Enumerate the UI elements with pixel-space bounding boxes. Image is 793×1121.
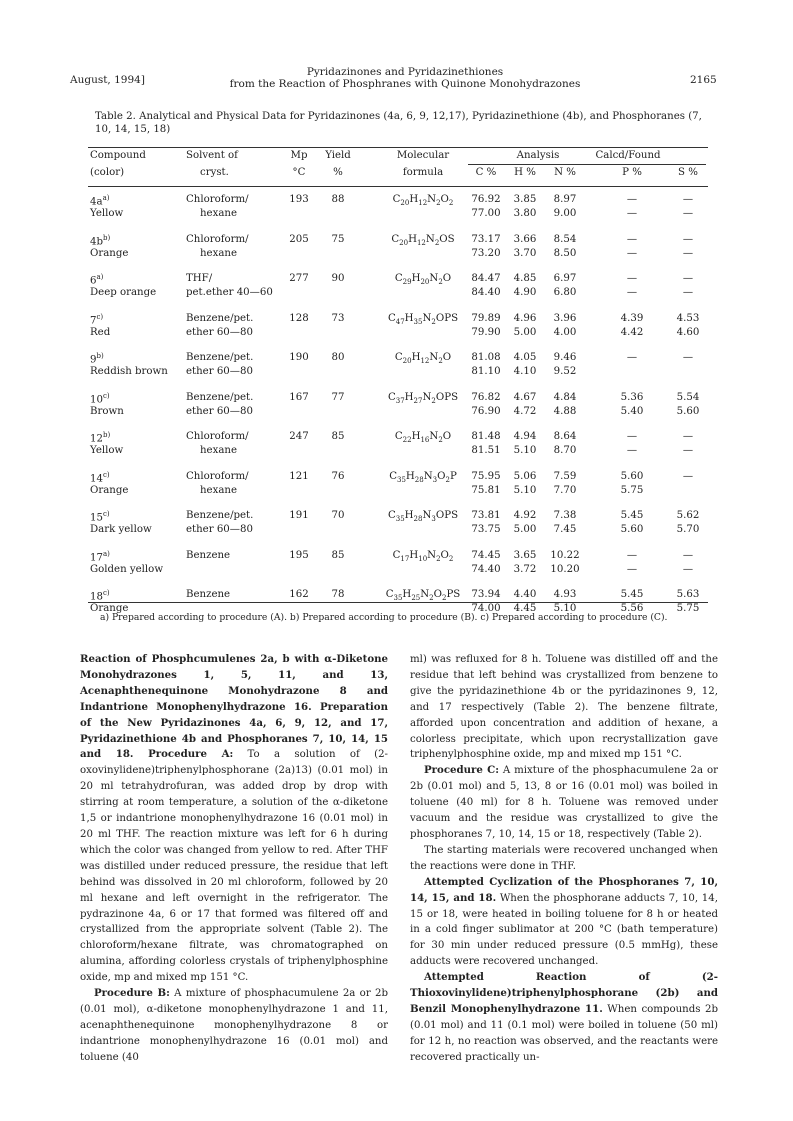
cell-solvent-line-2: ether 60—80 (186, 405, 253, 417)
col-header-c: C % (475, 167, 497, 178)
cell-c-calcd: 76.82 (471, 391, 501, 403)
cell-mp: 190 (289, 352, 309, 363)
table-top-rule (88, 147, 708, 148)
footnote-marker: a) (96, 273, 104, 281)
cell-n-calcd: 3.96 (553, 312, 577, 324)
col-header-color: (color) (90, 167, 125, 178)
cell-solvent: Benzene (186, 589, 231, 600)
molecular-formula: $C_{20}H_{12}N_2OS$ (391, 233, 455, 247)
col-header-formula: Molecular (396, 150, 450, 161)
cell-h-found: 4.90 (513, 287, 537, 298)
cell-c-found: 84.40 (471, 287, 501, 298)
cell-yield: 85 (331, 431, 345, 442)
cell-c-found: 73.20 (471, 247, 501, 259)
cell-s-found: 5.75 (676, 603, 700, 614)
molecular-formula: $C_{35}H_{25}N_2O_2PS$ (385, 589, 461, 603)
cell-solvent: Benzene/pet. (186, 510, 254, 521)
cell-formula (363, 273, 483, 286)
compound-number: 15 (90, 512, 103, 524)
cell-compound (90, 234, 110, 247)
cell-c-calcd: 84.47 (471, 273, 501, 284)
cell-n-found: 8.70 (553, 445, 577, 456)
cell-n-calcd: 7.38 (553, 510, 577, 521)
cell-solvent-line-2: ether 60—80 (186, 524, 253, 535)
cell-h-found: 5.00 (513, 326, 537, 338)
cell-n-calcd: 8.64 (553, 431, 577, 442)
cell-compound (90, 510, 110, 523)
cell-n-calcd: 7.59 (553, 470, 577, 482)
paragraph-thf-note: The starting materials were recovered unchanged when the reactions were done in THF. (410, 844, 718, 872)
cell-s-found: — (682, 445, 694, 456)
paragraph-procedure-b (80, 986, 388, 1066)
cell-mp: 193 (289, 194, 309, 205)
cell-p-calcd: 5.36 (620, 391, 644, 403)
cell-p-found: 5.75 (620, 484, 644, 496)
table-row (88, 431, 708, 459)
cell-n-found: 7.45 (553, 524, 577, 535)
molecular-formula: $C_{29}H_{20}N_2O$ (394, 273, 452, 287)
cell-p-calcd: 5.60 (620, 470, 644, 482)
paragraph-text: A mixture of the phosphacumulene 2a or 2b (0.01 mol) and 5, 13, 8 or 16 (0.01 mol) was boiled in toluene (40 ml) for 8 h. Toluene was removed under vacuum and the residue was crystallized to give the phosphoranes 7, 10, 14, 15 or 18, respectively (Table 2). (410, 765, 718, 840)
section-heading: Attempted Reaction of (2-Thioxovinylidene)triphenylphosphorane (2b) and Benzil Monophenylhydrazone 11. (410, 971, 718, 1015)
molecular-formula: $C_{47}H_{35}N_2OPS$ (387, 312, 459, 326)
footnote-marker: c) (102, 510, 110, 518)
paragraph-text: To a solution of (2-oxovinylidene)triphenylphosphorane (2a)13) (0.01 mol) in 20 ml tetrahydrofuran, was added drop by drop with stirring at room temperature, a solution of the α-diketone 1,5 or indantrione monophenylhydrazone 16 (0.01 mol) in 20 ml THF. The reaction mixture was left for 6 h during which the color was changed from yellow to red. After THF was distilled under reduced pressure, the residue that left behind was dissolved in 20 ml chloroform, followed by 20 ml hexane and left overnight in the refrigerator. The pydrazinone 4a, 6 or 17 that formed was filtered off and crystallized from the appropriate solvent (Table 2). The chloroform/hexane filtrate, was chromatographed on alumina, affording colorless crystals of triphenylphosphine oxide, mp and mixed mp 151 °C. (80, 749, 389, 984)
cell-mp: 247 (289, 431, 309, 442)
cell-color: Yellow (90, 445, 124, 456)
cell-h-calcd: 4.85 (513, 273, 537, 284)
cell-c-calcd: 73.81 (471, 510, 501, 521)
paragraph-continued: ml) was refluxed for 8 h. Toluene was distilled off and the residue that left behind was crystallized from benzene to give the pyridazinethione 4b or the pyridazinones 9, 12, and 17 respectively (Table 2). The benzene filtrate, afforded upon concentration and addition of hexane, a colorless precipitate, which upon recrystallization gave triphenylphosphine oxide, mp and mixed mp 151 °C. (410, 654, 718, 761)
col-header-yield: Yield (325, 150, 351, 161)
cell-formula (363, 234, 483, 247)
cell-h-found: 5.10 (513, 484, 537, 496)
cell-p-calcd: — (626, 194, 638, 205)
col-header-analysis: Analysis (516, 150, 560, 161)
compound-number: 6 (90, 275, 97, 287)
cell-yield: 76 (331, 470, 345, 482)
footnote-marker: b) (102, 431, 111, 439)
cell-color: Orange (90, 247, 129, 259)
cell-n-found: 6.80 (553, 287, 577, 298)
cell-p-found: — (626, 208, 638, 219)
cell-n-found: 7.70 (553, 484, 577, 496)
cell-p-calcd: — (626, 431, 638, 442)
molecular-formula: $C_{35}H_{28}N_3OPS$ (387, 510, 459, 524)
cell-yield: 85 (331, 549, 345, 561)
cell-solvent: Benzene/pet. (186, 312, 254, 324)
cell-p-calcd: — (626, 233, 638, 245)
cell-formula (363, 194, 483, 207)
cell-formula (363, 471, 483, 484)
cell-c-calcd: 73.94 (471, 589, 501, 600)
cell-mp: 277 (289, 273, 309, 284)
cell-compound (90, 313, 103, 326)
paragraph-procedure-a (80, 652, 388, 986)
cell-s-calcd: — (682, 273, 694, 284)
text-column-left (80, 652, 388, 1066)
molecular-formula: $C_{35}H_{28}N_3O_2P$ (389, 470, 457, 484)
footnote-marker: c) (102, 470, 110, 479)
cell-s-found: 5.60 (676, 405, 700, 417)
cell-s-calcd: — (682, 549, 694, 561)
col-header-p: P % (622, 167, 642, 178)
cell-solvent: THF/ (186, 273, 213, 284)
table-row (88, 273, 708, 301)
footnote-marker: b) (103, 233, 111, 242)
cell-mp: 167 (289, 391, 309, 403)
cell-solvent-line-2: pet.ether 40—60 (186, 287, 273, 298)
cell-h-calcd: 3.65 (513, 549, 537, 561)
col-header-calcd-found: Calcd/Found (595, 150, 661, 161)
cell-yield: 88 (331, 194, 345, 205)
cell-p-calcd: — (626, 273, 638, 284)
paragraph-text: When compounds 2b (0.01 mol) and 11 (0.1 mol) were boiled in toluene (50 ml) for 12 h, no reaction was observed, and the reactants were recovered practically un- (410, 1003, 718, 1063)
cell-p-found: — (626, 287, 638, 298)
cell-color: Orange (90, 603, 129, 614)
cell-solvent: Chloroform/ (186, 194, 249, 205)
page-number: 2165 (690, 74, 717, 86)
col-header-compound: Compound (90, 150, 146, 161)
cell-color: Brown (90, 405, 124, 417)
table-header-rule (88, 186, 708, 187)
cell-mp: 128 (289, 312, 309, 324)
col-header-formula-sub: formula (402, 167, 444, 178)
procedure-heading: Procedure C: (424, 764, 499, 777)
cell-solvent: Benzene/pet. (186, 352, 254, 363)
cell-s-found: — (682, 563, 694, 575)
cell-s-calcd: 5.54 (676, 391, 700, 403)
text-column-right (410, 652, 718, 1066)
cell-solvent: Chloroform/ (186, 233, 249, 245)
cell-solvent-line-2: hexane (200, 484, 237, 496)
col-header-solvent: Solvent of (186, 150, 238, 161)
cell-yield: 90 (331, 273, 345, 284)
cell-n-calcd: 9.46 (553, 352, 577, 363)
cell-c-found: 73.75 (471, 524, 501, 535)
cell-c-calcd: 76.92 (471, 194, 501, 205)
cell-compound (90, 352, 104, 365)
compound-number: 7 (90, 314, 97, 326)
cell-color: Golden yellow (90, 563, 164, 575)
table-row (88, 194, 708, 222)
cell-s-found: — (682, 247, 694, 259)
section-heading: Attempted Cyclization of the Phosphoranes 7, 10, 14, 15, and 18. (410, 875, 718, 904)
molecular-formula: $C_{17}H_{10}N_2O_2$ (392, 549, 454, 563)
cell-h-calcd: 4.05 (513, 352, 537, 363)
cell-s-found: 5.70 (676, 524, 700, 535)
cell-h-found: 3.72 (513, 563, 537, 575)
cell-compound (90, 471, 110, 484)
cell-h-found: 5.00 (513, 524, 537, 535)
cell-compound (90, 273, 103, 286)
cell-c-found: 79.90 (471, 326, 501, 338)
analysis-spanner-rule (468, 164, 706, 165)
cell-s-calcd: 5.63 (676, 589, 700, 600)
cell-yield: 75 (331, 233, 345, 245)
cell-h-calcd: 4.96 (513, 312, 537, 324)
col-header-n: N % (554, 167, 576, 178)
cell-formula (363, 510, 483, 523)
cell-compound (90, 550, 110, 563)
cell-n-calcd: 6.97 (553, 273, 577, 284)
running-title-line-2: from the Reaction of Phosphranes with Quinone Monohydrazones (229, 78, 581, 90)
table-row (88, 234, 708, 262)
cell-solvent: Chloroform/ (186, 431, 249, 442)
cell-c-calcd: 75.95 (471, 470, 501, 482)
table-row (88, 510, 708, 538)
cell-c-calcd: 81.08 (471, 352, 501, 363)
cell-yield: 77 (331, 391, 345, 403)
cell-c-found: 74.00 (471, 603, 501, 614)
cell-n-calcd: 4.84 (553, 391, 577, 403)
footnote-marker: b) (96, 352, 104, 360)
table-row (88, 550, 708, 578)
cell-n-found: 8.50 (553, 247, 577, 259)
compound-number: 4b (90, 235, 104, 247)
cell-c-found: 81.51 (471, 445, 501, 456)
cell-yield: 70 (331, 510, 345, 521)
cell-c-calcd: 79.89 (471, 312, 501, 324)
cell-n-found: 4.00 (553, 326, 577, 338)
cell-h-calcd: 4.40 (513, 589, 537, 600)
cell-c-found: 75.81 (471, 484, 501, 496)
col-header-h: H % (514, 167, 536, 178)
cell-p-calcd: 5.45 (620, 510, 644, 521)
cell-h-calcd: 3.66 (513, 233, 537, 245)
cell-n-calcd: 8.97 (553, 194, 577, 205)
cell-c-calcd: 73.17 (471, 233, 501, 245)
col-header-s: S % (678, 167, 698, 178)
molecular-formula: $C_{20}H_{12}N_2O_2$ (392, 194, 454, 208)
cell-s-calcd: — (682, 233, 694, 245)
cell-mp: 205 (289, 233, 309, 245)
cell-n-found: 10.20 (550, 563, 580, 575)
cell-mp: 162 (289, 589, 309, 600)
cell-p-calcd: — (626, 549, 638, 561)
cell-solvent-line-2: ether 60—80 (186, 366, 253, 377)
compound-number: 17 (90, 551, 103, 563)
table-footnote: a) Prepared according to procedure (A). b) Prepared according to procedure (B). c) Prepared according to procedure (C). (100, 612, 668, 623)
cell-solvent: Benzene/pet. (186, 391, 254, 403)
cell-p-calcd: — (626, 352, 638, 363)
cell-solvent-line-2: hexane (200, 208, 237, 219)
cell-color: Yellow (90, 208, 124, 219)
compound-number: 4a (90, 196, 103, 208)
cell-c-found: 76.90 (471, 405, 501, 417)
cell-h-found: 4.45 (513, 603, 537, 614)
table-row (88, 352, 708, 380)
footnote-marker: c) (102, 391, 110, 400)
cell-mp: 191 (289, 510, 309, 521)
cell-s-calcd: — (682, 470, 694, 482)
cell-p-found: 4.42 (620, 326, 644, 338)
compound-number: 14 (90, 472, 103, 484)
cell-yield: 73 (331, 312, 345, 324)
cell-compound (90, 431, 110, 444)
cell-s-calcd: — (682, 431, 694, 442)
cell-h-calcd: 5.06 (513, 470, 537, 482)
cell-s-calcd: 5.62 (676, 510, 700, 521)
cell-h-calcd: 4.92 (513, 510, 537, 521)
cell-h-calcd: 4.67 (513, 391, 537, 403)
cell-n-calcd: 10.22 (550, 549, 580, 561)
cell-yield: 78 (331, 589, 345, 600)
cell-yield: 80 (331, 352, 345, 363)
cell-p-found: — (626, 445, 638, 456)
cell-color: Reddish brown (90, 366, 168, 377)
cell-mp: 195 (289, 549, 309, 561)
cell-h-found: 5.10 (513, 445, 537, 456)
col-header-solvent-sub: cryst. (200, 167, 229, 178)
cell-p-found: — (626, 247, 638, 259)
cell-formula (363, 313, 483, 326)
molecular-formula: $C_{22}H_{16}N_2O$ (394, 431, 452, 445)
procedure-heading: Procedure B: (94, 987, 170, 1000)
cell-h-calcd: 4.94 (513, 431, 537, 442)
section-heading: Reaction of Phosphcumulenes 2a, b with α-Diketone Monohydrazones 1, 5, 11, and 13, Acenaphthenequinone Monohydrazone 8 and Indantrione Monophenylhydrazone 16. Preparation of the New Pyridazinones 4a, 6, 9, 12, and 17, Pyridazinethione 4b and Phosphoranes 7, 10, 14, 15 and 18. Procedure A: (80, 653, 388, 761)
cell-s-calcd: 4.53 (676, 312, 700, 324)
paragraph-text: When the phosphorane adducts 7, 10, 14, 15 or 18, were heated in boiling toluene for 8 h or heated in a cold finger sublimator at 200 °C (bath temperature) for 30 min under reduced pressure (0.5 mmHg), these adducts were recovered unchanged. (410, 892, 719, 968)
cell-solvent-line-2: hexane (200, 247, 237, 259)
cell-n-found: 5.10 (553, 603, 577, 614)
cell-n-found: 9.00 (553, 208, 577, 219)
cell-n-found: 9.52 (553, 366, 577, 377)
cell-p-found: 5.56 (620, 603, 644, 614)
cell-solvent-line-2: hexane (200, 445, 237, 456)
paragraph-attempted-reaction (410, 970, 718, 1065)
molecular-formula: $C_{20}H_{12}N_2O$ (394, 352, 452, 366)
cell-p-found: 5.40 (620, 405, 644, 417)
table-bottom-rule (88, 602, 708, 603)
cell-formula (363, 589, 483, 602)
cell-mp: 121 (289, 470, 309, 482)
paragraph-attempted-cyclization (410, 875, 718, 970)
cell-c-found: 81.10 (471, 366, 501, 377)
cell-formula (363, 352, 483, 365)
footnote-marker: a) (102, 549, 110, 558)
cell-h-found: 4.72 (513, 405, 537, 417)
compound-number: 18 (90, 591, 103, 603)
cell-color: Red (90, 326, 111, 338)
header-date: August, 1994] (70, 74, 145, 86)
cell-p-found: — (626, 563, 638, 575)
cell-n-found: 4.88 (553, 405, 577, 417)
cell-solvent: Chloroform/ (186, 470, 249, 482)
cell-s-calcd: — (682, 194, 694, 205)
cell-p-calcd: 5.45 (620, 589, 644, 600)
compound-number: 12 (90, 433, 103, 445)
cell-compound (90, 392, 110, 405)
cell-formula (363, 392, 483, 405)
cell-c-found: 74.40 (471, 563, 501, 575)
running-title-line-1: Pyridazinones and Pyridazinethiones (306, 66, 504, 78)
cell-solvent-line-2: ether 60—80 (186, 326, 253, 338)
cell-color: Deep orange (90, 287, 157, 298)
cell-h-calcd: 3.85 (513, 194, 537, 205)
cell-n-calcd: 4.93 (553, 589, 577, 600)
running-title (170, 66, 640, 90)
table-row (88, 392, 708, 420)
cell-p-found: 5.60 (620, 524, 644, 535)
table-caption: Table 2. Analytical and Physical Data for Pyridazinones (4a, 6, 9, 12,17), Pyridazinethione (4b), and Phosphoranes (7, 10, 14, 15, 18) (95, 111, 702, 135)
molecular-formula: $C_{37}H_{27}N_2OPS$ (387, 391, 459, 405)
col-header-mp: Mp (290, 150, 308, 161)
compound-number: 9 (90, 354, 97, 366)
col-header-mp-unit: °C (292, 167, 306, 178)
paragraph-text: A mixture of phosphacumulene 2a or 2b (0.01 mol), α-diketone monophenylhydrazone 1 and 11, acenaphthenequinone monophenylhydrazone 8 or indantrione monophenylhydrazone 16 (0.01 mol) and toluene (40 (80, 988, 388, 1063)
cell-c-calcd: 74.45 (471, 549, 501, 561)
cell-color: Dark yellow (90, 524, 152, 535)
cell-p-calcd: 4.39 (620, 312, 644, 324)
paragraph-procedure-c (410, 763, 718, 843)
cell-s-calcd: — (682, 352, 694, 363)
cell-formula (363, 431, 483, 444)
col-header-yield-unit: % (333, 167, 343, 178)
cell-s-found: — (682, 287, 694, 298)
table-row (88, 471, 708, 499)
cell-s-found: 4.60 (676, 326, 700, 338)
cell-h-found: 3.70 (513, 247, 537, 259)
cell-color: Orange (90, 484, 129, 496)
footnote-marker: c) (96, 312, 104, 321)
cell-h-found: 3.80 (513, 208, 537, 219)
cell-n-calcd: 8.54 (553, 233, 577, 245)
footnote-marker: c) (102, 589, 110, 597)
cell-c-calcd: 81.48 (471, 431, 501, 442)
footnote-marker: a) (102, 194, 110, 202)
cell-c-found: 77.00 (471, 208, 501, 219)
compound-number: 10 (90, 393, 103, 405)
cell-solvent: Benzene (186, 549, 231, 561)
cell-compound (90, 589, 110, 602)
table-row (88, 313, 708, 341)
cell-s-found: — (682, 208, 694, 219)
cell-compound (90, 194, 109, 207)
cell-formula (363, 550, 483, 563)
cell-h-found: 4.10 (513, 366, 537, 377)
